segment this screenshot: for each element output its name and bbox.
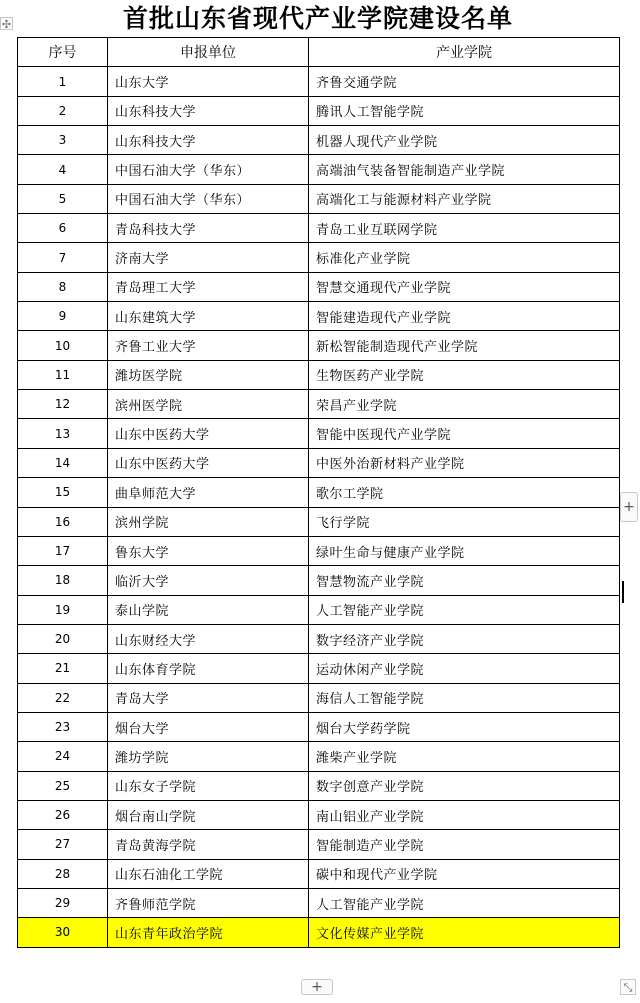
table-row (18, 331, 620, 360)
table-row (18, 126, 620, 155)
row-applicant-unit[interactable]: 临沂大学 (108, 566, 309, 595)
row-industry-college[interactable]: 人工智能产业学院 (309, 595, 620, 624)
row-industry-college[interactable]: 歌尔工学院 (309, 478, 620, 507)
row-serial-number[interactable]: 11 (18, 360, 108, 389)
row-applicant-unit[interactable]: 山东中医药大学 (108, 448, 309, 477)
table-row (18, 918, 620, 947)
row-industry-college[interactable]: 中医外治新材料产业学院 (309, 448, 620, 477)
row-industry-college[interactable]: 绿叶生命与健康产业学院 (309, 536, 620, 565)
row-industry-college[interactable]: 碳中和现代产业学院 (309, 859, 620, 888)
table-row (18, 624, 620, 653)
row-applicant-unit[interactable]: 烟台南山学院 (108, 800, 309, 829)
table-row (18, 771, 620, 800)
row-industry-college[interactable]: 新松智能制造现代产业学院 (309, 331, 620, 360)
add-column-button[interactable]: + (620, 492, 638, 522)
row-serial-number[interactable]: 7 (18, 243, 108, 272)
table-row (18, 448, 620, 477)
row-applicant-unit[interactable]: 山东财经大学 (108, 624, 309, 653)
row-serial-number[interactable]: 8 (18, 272, 108, 301)
row-serial-number[interactable]: 18 (18, 566, 108, 595)
table-row (18, 67, 620, 96)
row-industry-college[interactable]: 运动休闲产业学院 (309, 654, 620, 683)
row-serial-number[interactable]: 25 (18, 771, 108, 800)
row-applicant-unit[interactable]: 山东建筑大学 (108, 302, 309, 331)
row-serial-number[interactable]: 16 (18, 507, 108, 536)
row-industry-college[interactable]: 荣昌产业学院 (309, 390, 620, 419)
header-applicant-unit: 申报单位 (108, 38, 309, 67)
table-row (18, 214, 620, 243)
row-industry-college[interactable]: 数字经济产业学院 (309, 624, 620, 653)
row-applicant-unit[interactable]: 泰山学院 (108, 595, 309, 624)
row-industry-college[interactable]: 智能制造产业学院 (309, 830, 620, 859)
row-serial-number[interactable]: 5 (18, 184, 108, 213)
row-applicant-unit[interactable]: 潍坊学院 (108, 742, 309, 771)
row-applicant-unit[interactable]: 青岛理工大学 (108, 272, 309, 301)
row-serial-number[interactable]: 12 (18, 390, 108, 419)
row-applicant-unit[interactable]: 山东女子学院 (108, 771, 309, 800)
row-industry-college[interactable]: 烟台大学药学院 (309, 712, 620, 741)
row-industry-college[interactable]: 文化传媒产业学院 (309, 918, 620, 947)
row-applicant-unit[interactable]: 山东大学 (108, 67, 309, 96)
table-row (18, 683, 620, 712)
row-industry-college[interactable]: 飞行学院 (309, 507, 620, 536)
row-serial-number[interactable]: 26 (18, 800, 108, 829)
row-applicant-unit[interactable]: 潍坊医学院 (108, 360, 309, 389)
row-industry-college[interactable]: 数字创意产业学院 (309, 771, 620, 800)
table-row (18, 419, 620, 448)
table-row (18, 654, 620, 683)
row-applicant-unit[interactable]: 鲁东大学 (108, 536, 309, 565)
row-applicant-unit[interactable]: 青岛黄海学院 (108, 830, 309, 859)
table-body (18, 67, 620, 947)
row-applicant-unit[interactable]: 滨州医学院 (108, 390, 309, 419)
table-row (18, 859, 620, 888)
row-industry-college[interactable]: 南山铝业产业学院 (309, 800, 620, 829)
table-row (18, 712, 620, 741)
row-serial-number[interactable]: 28 (18, 859, 108, 888)
table-move-handle-icon[interactable]: ✣ (1, 18, 12, 31)
row-industry-college[interactable]: 高端油气装备智能制造产业学院 (309, 155, 620, 184)
row-applicant-unit[interactable]: 烟台大学 (108, 712, 309, 741)
row-applicant-unit[interactable]: 青岛科技大学 (108, 214, 309, 243)
row-serial-number[interactable]: 27 (18, 830, 108, 859)
table-row (18, 566, 620, 595)
row-serial-number[interactable]: 10 (18, 331, 108, 360)
row-industry-college[interactable]: 齐鲁交通学院 (309, 67, 620, 96)
table-row (18, 390, 620, 419)
table-row (18, 595, 620, 624)
row-applicant-unit[interactable]: 山东体育学院 (108, 654, 309, 683)
header-industry-college: 产业学院 (309, 38, 620, 67)
row-industry-college[interactable]: 标准化产业学院 (309, 243, 620, 272)
row-serial-number[interactable]: 17 (18, 536, 108, 565)
table-row (18, 800, 620, 829)
table-row (18, 155, 620, 184)
table-row (18, 742, 620, 771)
row-serial-number[interactable]: 15 (18, 478, 108, 507)
row-industry-college[interactable]: 海信人工智能学院 (309, 683, 620, 712)
row-applicant-unit[interactable]: 滨州学院 (108, 507, 309, 536)
table-row (18, 478, 620, 507)
row-applicant-unit[interactable]: 齐鲁师范学院 (108, 888, 309, 917)
row-serial-number[interactable]: 4 (18, 155, 108, 184)
header-serial-number: 序号 (18, 38, 108, 67)
row-applicant-unit[interactable]: 曲阜师范大学 (108, 478, 309, 507)
table-row (18, 302, 620, 331)
row-industry-college[interactable]: 潍柴产业学院 (309, 742, 620, 771)
row-industry-college[interactable]: 高端化工与能源材料产业学院 (309, 184, 620, 213)
row-applicant-unit[interactable]: 山东中医药大学 (108, 419, 309, 448)
row-industry-college[interactable]: 生物医药产业学院 (309, 360, 620, 389)
table-row (18, 507, 620, 536)
row-serial-number[interactable]: 23 (18, 712, 108, 741)
row-applicant-unit[interactable]: 齐鲁工业大学 (108, 331, 309, 360)
row-serial-number[interactable]: 14 (18, 448, 108, 477)
document-title: 首批山东省现代产业学院建设名单 (122, 4, 513, 33)
row-serial-number[interactable]: 9 (18, 302, 108, 331)
row-applicant-unit[interactable]: 中国石油大学（华东） (108, 184, 309, 213)
row-applicant-unit[interactable]: 山东科技大学 (108, 96, 309, 125)
row-applicant-unit[interactable]: 山东青年政治学院 (108, 918, 309, 947)
table-row (18, 272, 620, 301)
text-cursor (622, 581, 624, 603)
table-row (18, 184, 620, 213)
row-serial-number[interactable]: 13 (18, 419, 108, 448)
row-serial-number[interactable]: 19 (18, 595, 108, 624)
row-applicant-unit[interactable]: 山东科技大学 (108, 126, 309, 155)
row-industry-college[interactable]: 智慧交通现代产业学院 (309, 272, 620, 301)
row-serial-number[interactable]: 1 (18, 67, 108, 96)
table-row (18, 888, 620, 917)
row-industry-college[interactable]: 智能建造现代产业学院 (309, 302, 620, 331)
row-serial-number[interactable]: 30 (18, 918, 108, 947)
row-serial-number[interactable]: 24 (18, 742, 108, 771)
row-serial-number[interactable]: 3 (18, 126, 108, 155)
table-row (18, 536, 620, 565)
add-row-button[interactable]: + (301, 979, 333, 995)
row-applicant-unit[interactable]: 青岛大学 (108, 683, 309, 712)
row-serial-number[interactable]: 20 (18, 624, 108, 653)
row-industry-college[interactable]: 腾讯人工智能学院 (309, 96, 620, 125)
table-resize-handle-icon[interactable]: ⤡ (620, 979, 636, 995)
table-row (18, 360, 620, 389)
row-applicant-unit[interactable]: 中国石油大学（华东） (108, 155, 309, 184)
row-industry-college[interactable]: 智能中医现代产业学院 (309, 419, 620, 448)
row-serial-number[interactable]: 22 (18, 683, 108, 712)
row-serial-number[interactable]: 29 (18, 888, 108, 917)
row-applicant-unit[interactable]: 济南大学 (108, 243, 309, 272)
row-applicant-unit[interactable]: 山东石油化工学院 (108, 859, 309, 888)
table-header-row (18, 38, 620, 67)
row-industry-college[interactable]: 人工智能产业学院 (309, 888, 620, 917)
row-industry-college[interactable]: 智慧物流产业学院 (309, 566, 620, 595)
row-serial-number[interactable]: 6 (18, 214, 108, 243)
row-serial-number[interactable]: 2 (18, 96, 108, 125)
college-list-table (17, 37, 620, 948)
row-serial-number[interactable]: 21 (18, 654, 108, 683)
table-row (18, 830, 620, 859)
table-row (18, 96, 620, 125)
row-industry-college[interactable]: 机器人现代产业学院 (309, 126, 620, 155)
table-row (18, 243, 620, 272)
row-industry-college[interactable]: 青岛工业互联网学院 (309, 214, 620, 243)
